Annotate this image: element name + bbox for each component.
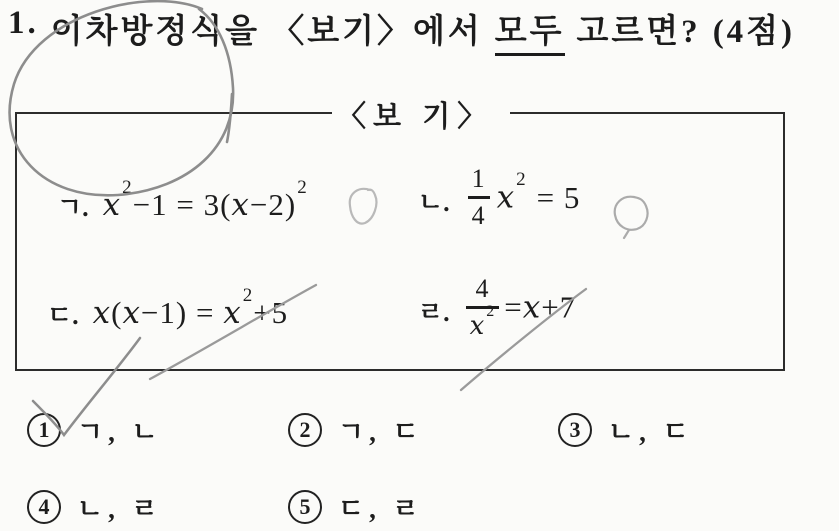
choice-5-number: 5 xyxy=(288,490,322,524)
choice-2-label: ㄱ, ㄷ xyxy=(338,417,424,447)
underlined-word: 모두 xyxy=(495,5,565,56)
choice-3 xyxy=(558,410,694,449)
choice-4 xyxy=(27,487,163,526)
fraction: $\frac{1}{4}$ xyxy=(466,166,492,229)
equation-g: $x^2-1 = 3(x-2)^2$ xyxy=(102,176,308,223)
question-title xyxy=(8,5,795,56)
choice-4-label: ㄴ, ㄹ xyxy=(77,494,163,524)
bogi-item-n xyxy=(418,166,580,235)
choice-2 xyxy=(288,410,424,449)
choice-1 xyxy=(27,410,163,449)
equation-n: $\frac{1}{4}$ $x^2 = 5$ xyxy=(464,166,581,235)
fraction: $\frac{4}{x^2}$ xyxy=(466,276,500,339)
choice-5 xyxy=(288,487,424,526)
question-text-1: 이차방정식을 〈보기〉에서 xyxy=(50,14,483,50)
item-marker: ㄹ. xyxy=(418,298,450,327)
bogi-item-d xyxy=(47,284,289,333)
choice-4-number: 4 xyxy=(27,490,61,524)
choice-1-label: ㄱ, ㄴ xyxy=(77,417,163,447)
choice-5-label: ㄷ, ㄹ xyxy=(338,494,424,524)
question-text-2: 고르면? xyxy=(576,14,701,50)
choice-3-number: 3 xyxy=(558,413,592,447)
choice-2-number: 2 xyxy=(288,413,322,447)
item-marker: ㄷ. xyxy=(47,300,79,330)
bogi-item-r xyxy=(418,276,576,345)
equation-d: $x(x-1) = x^2+5$ xyxy=(92,284,289,331)
question-number: 1. xyxy=(8,5,39,41)
choice-3-label: ㄴ, ㄷ xyxy=(608,417,694,447)
item-marker: ㄱ. xyxy=(57,192,89,222)
bogi-box-label: 〈보 기〉 xyxy=(332,94,498,135)
question-points: (4점) xyxy=(712,14,796,50)
choice-1-number: 1 xyxy=(27,413,61,447)
item-marker: ㄴ. xyxy=(418,188,450,217)
bogi-item-g xyxy=(57,176,308,225)
equation-r: $\frac{4}{x^2}$ =x+7 xyxy=(464,276,577,345)
